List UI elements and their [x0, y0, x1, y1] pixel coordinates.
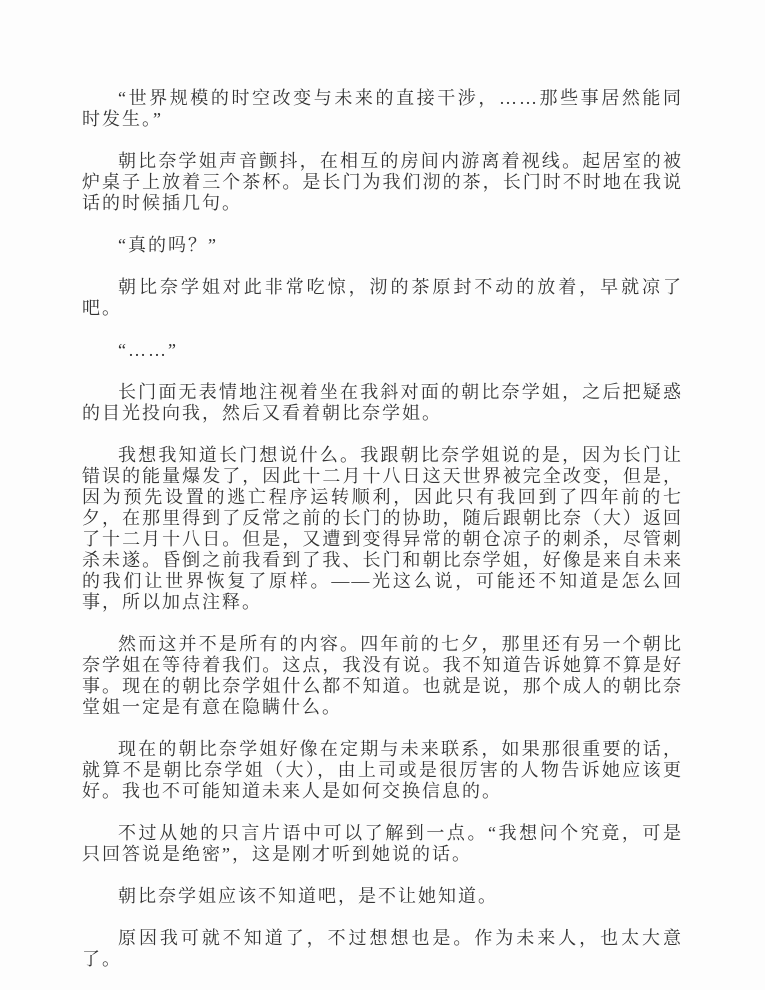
paragraph: 不过从她的只言片语中可以了解到一点。“我想问个究竟，可是只回答说是绝密”，这是刚才听到她说的话。 — [82, 823, 683, 864]
paragraph: “真的吗？” — [118, 235, 218, 255]
paragraph: 朝比奈学姐声音颤抖，在相互的房间内游离着视线。起居室的被炉桌子上放着三个茶杯。是长门为我们沏的茶，长门时不时地在我说话的时候插几句。 — [82, 151, 683, 213]
text-block — [82, 88, 683, 970]
paragraph: 朝比奈学姐对此非常吃惊，沏的茶原封不动的放着，早就凉了吧。 — [82, 277, 683, 318]
paragraph: “世界规模的时空改变与未来的直接干涉，……那些事居然能同时发生。” — [82, 88, 683, 129]
paragraph: 我想我知道长门想说什么。我跟朝比奈学姐说的是，因为长门让错误的能量爆发了，因此十二月十八日这天世界被完全改变，但是，因为预先设置的逃亡程序运转顺利，因此只有我回到了四年前的七夕，在那里得到了反常之前的长门的协助，随后跟朝比奈（大）返回了十二月十八日。但是，又遭到变得异常的朝仓凉子的刺杀，尽管刺杀未遂。昏倒之前我看到了我、长门和朝比奈学姐，好像是来自未来的我们让世界恢复了原样。——光这么说，可能还不知道是怎么回事，所以加点注释。 — [82, 445, 683, 612]
paragraph: 朝比奈学姐应该不知道吧，是不让她知道。 — [118, 886, 498, 906]
paragraph: 长门面无表情地注视着坐在我斜对面的朝比奈学姐，之后把疑惑的目光投向我，然后又看着朝比奈学姐。 — [82, 382, 683, 423]
paragraph: 现在的朝比奈学姐好像在定期与未来联系，如果那很重要的话，就算不是朝比奈学姐（大），由上司或是很厉害的人物告诉她应该更好。我也不可能知道未来人是如何交换信息的。 — [82, 739, 683, 801]
paragraph: “……” — [118, 340, 178, 360]
paragraph: 然而这并不是所有的内容。四年前的七夕，那里还有另一个朝比奈学姐在等待着我们。这点，我没有说。我不知道告诉她算不算是好事。现在的朝比奈学姐什么都不知道。也就是说，那个成人的朝比奈堂姐一定是有意在隐瞒什么。 — [82, 634, 683, 717]
paragraph: 原因我可就不知道了，不过想想也是。作为未来人，也太大意了。 — [82, 928, 683, 969]
